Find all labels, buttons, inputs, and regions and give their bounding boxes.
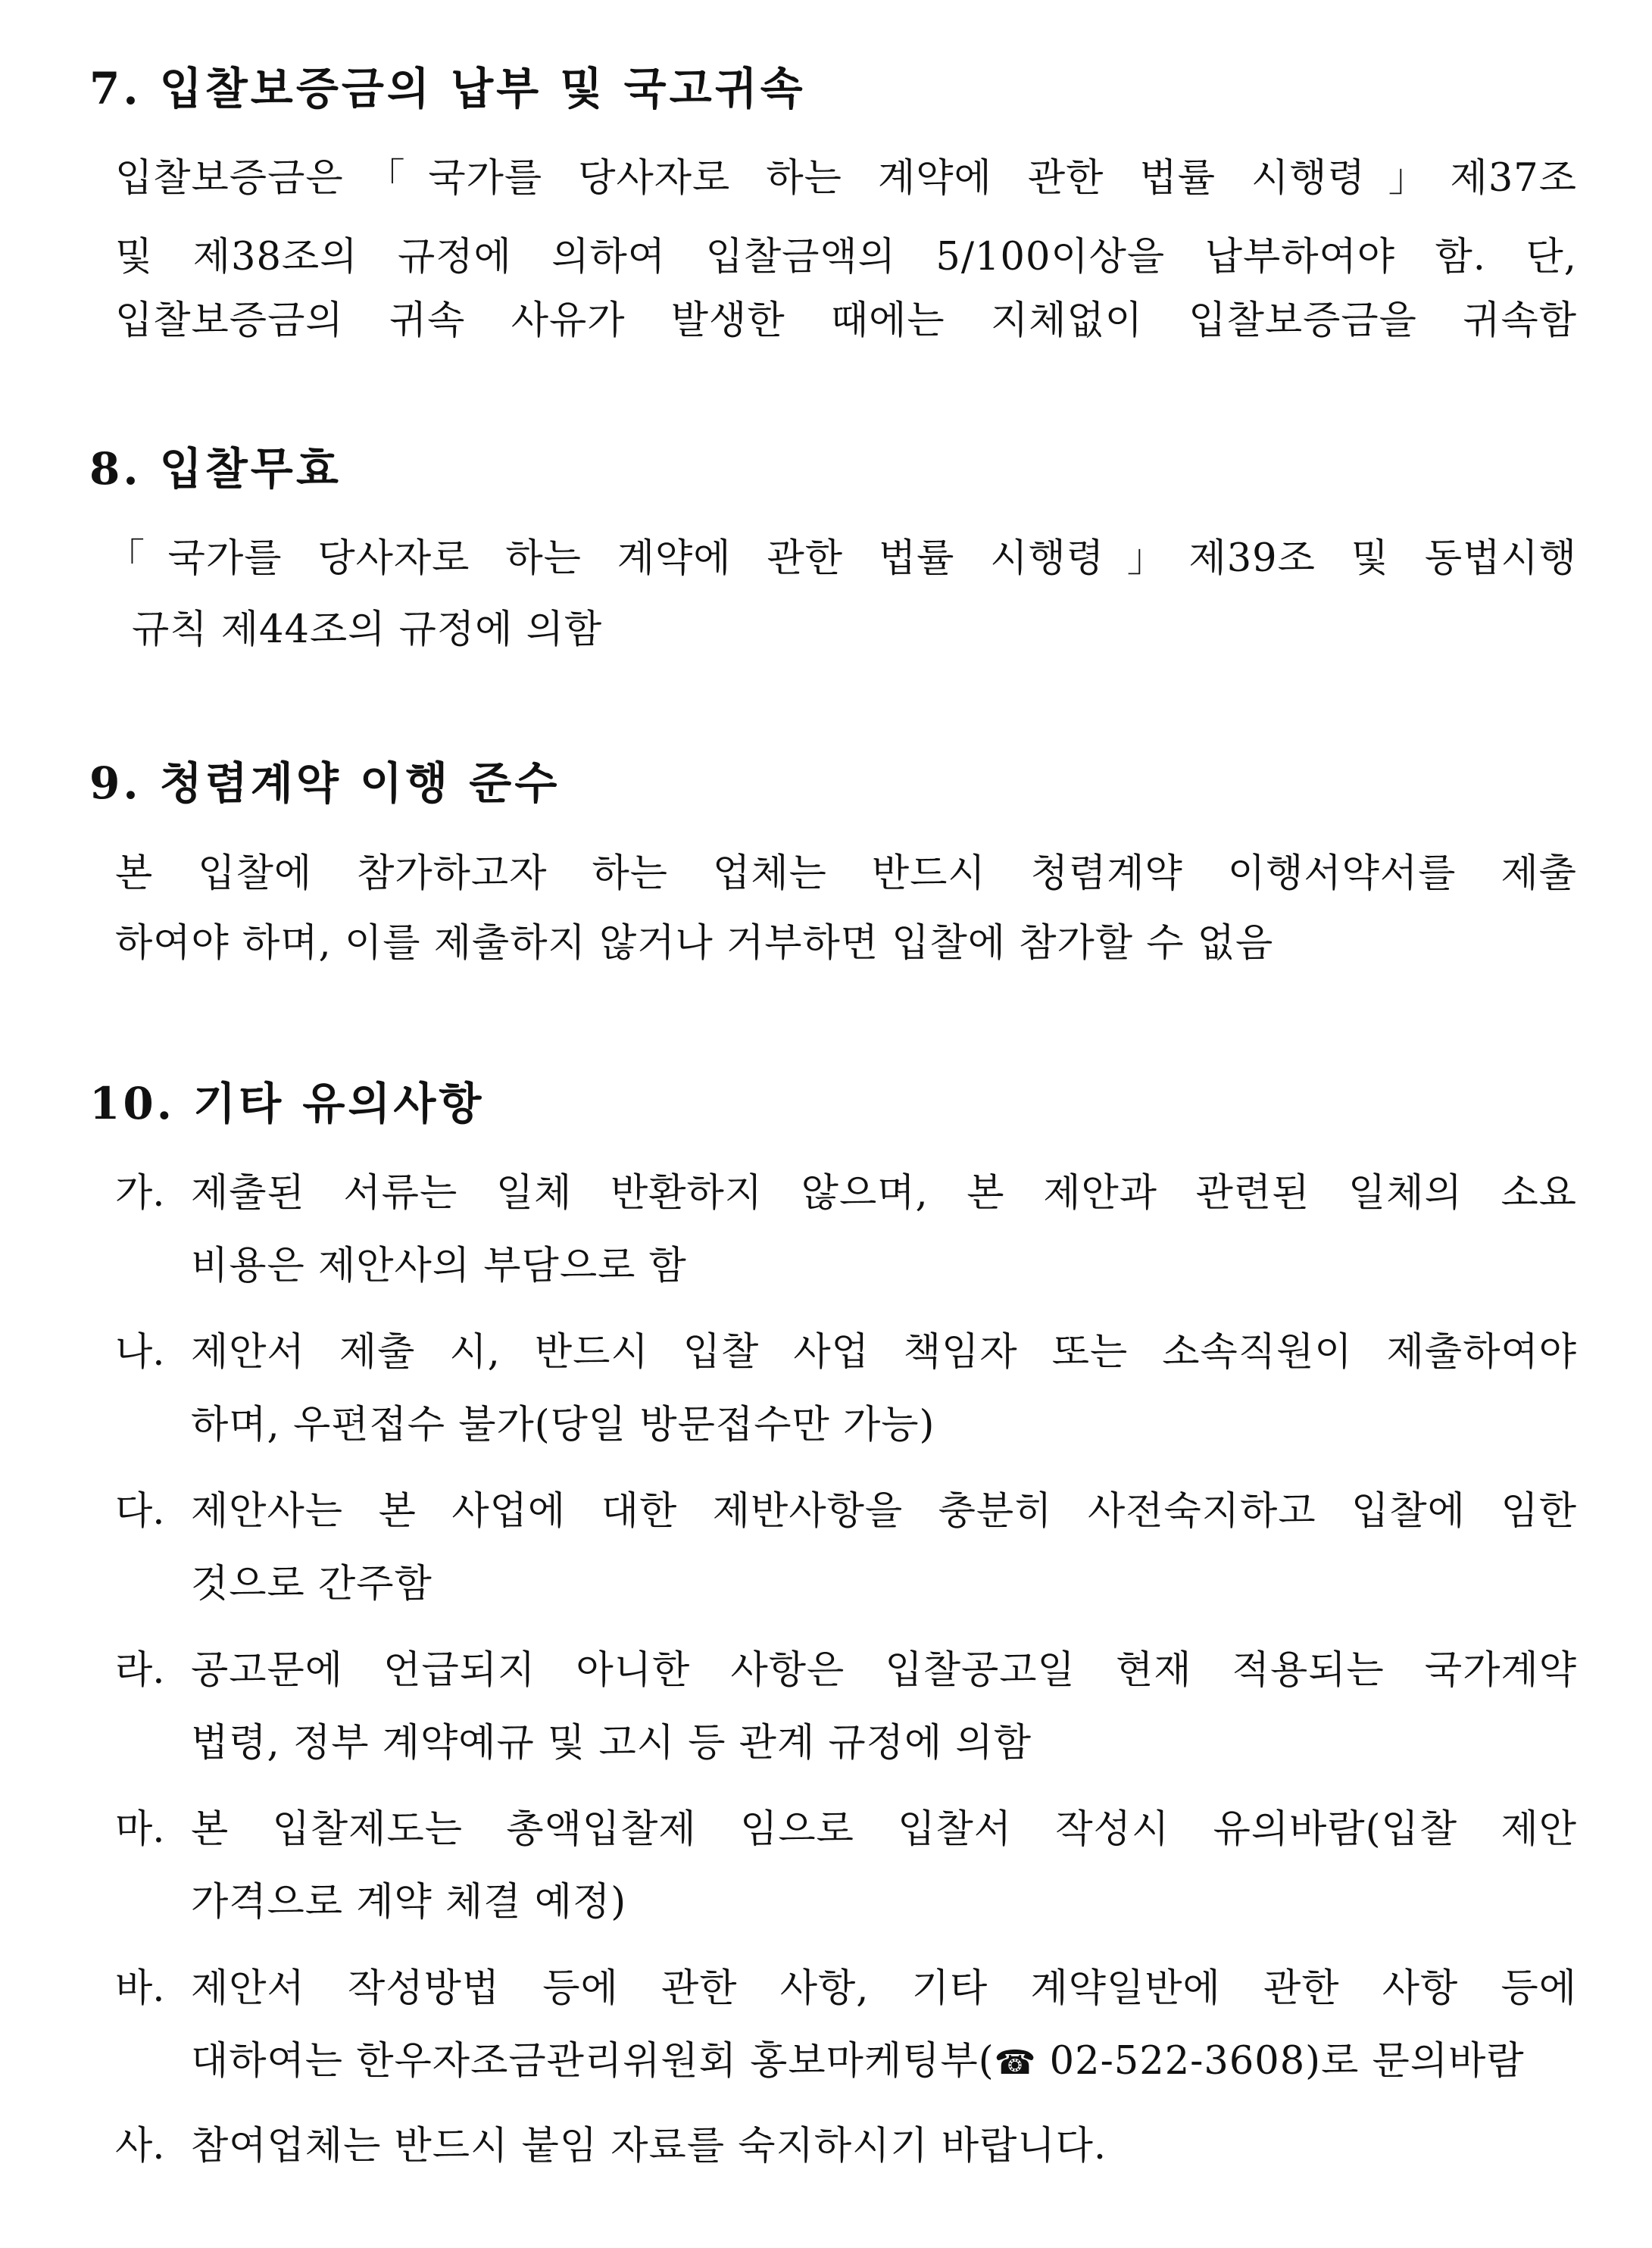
item-na-label: 나. [115,1330,165,1375]
item-sa-label: 사. [115,2124,165,2168]
item-ba-line-1: 제안서 작성방법 등에 관한 사항, 기타 계약일반에 관한 사항 등에 [191,1966,1577,2011]
section-9-line-2: 하여야 하며, 이를 제출하지 않거나 거부하면 입찰에 참가할 수 없음 [115,921,1274,966]
item-na-line-1: 제안서 제출 시, 반드시 입찰 사업 책임자 또는 소속직원이 제출하여야 [191,1330,1577,1375]
item-da-line-1: 제안사는 본 사업에 대한 제반사항을 충분히 사전숙지하고 입찰에 임한 [191,1489,1577,1534]
section-8-line-1: 「국가를 당사자로 하는 계약에 관한 법률 시행령」제39조 및 동법시행 [106,536,1577,581]
telephone-icon: ☎ [994,2043,1037,2082]
item-da-line-2: 것으로 간주함 [191,1562,433,1606]
item-ba-line-2 [191,2039,1525,2084]
item-ma-label: 마. [115,1807,165,1852]
item-ra-line-1: 공고문에 언급되지 아니한 사항은 입찰공고일 현재 적용되는 국가계약 [191,1648,1577,1693]
item-ga-line-1: 제출된 서류는 일체 반환하지 않으며, 본 제안과 관련된 일체의 소요 [191,1171,1577,1216]
item-ma-line-1: 본 입찰제도는 총액입찰제 임으로 입찰서 작성시 유의바람(입찰 제안 [191,1807,1577,1852]
item-ba-line-2-before: 대하여는 한우자조금관리위원회 홍보마케팅부( [191,2039,995,2084]
section-9-line-1: 본 입찰에 참가하고자 하는 업체는 반드시 청렴계약 이행서약서를 제출 [115,851,1577,896]
item-ba-line-2-after: 02-522-3608)로 문의바람 [1036,2039,1525,2084]
item-ga-line-2: 비용은 제안사의 부담으로 함 [191,1244,687,1288]
item-ma-line-2: 가격으로 계약 체결 예정) [191,1880,627,1925]
item-sa-line-1: 참여업체는 반드시 붙임 자료를 숙지하시기 바랍니다. [191,2124,1107,2168]
section-8-line-2: 규칙 제44조의 규정에 의함 [132,607,603,652]
item-da-label: 다. [115,1489,165,1534]
item-ba-label: 바. [115,1966,165,2011]
item-ra-label: 라. [115,1648,165,1693]
section-8-title: 8. 입찰무효 [89,443,342,495]
section-7-title: 7. 입찰보증금의 납부 및 국고귀속 [89,63,806,114]
item-ra-line-2: 법령, 정부 계약예규 및 고시 등 관계 규정에 의함 [191,1721,1032,1766]
item-na-line-2: 하며, 우편접수 불가(당일 방문접수만 가능) [191,1403,935,1447]
section-10-title: 10. 기타 유의사항 [89,1078,485,1129]
section-7-line-3: 입찰보증금의 귀속 사유가 발생한 때에는 지체없이 입찰보증금을 귀속함 [115,298,1577,343]
section-7-line-1: 입찰보증금은「국가를 당사자로 하는 계약에 관한 법률 시행령」제37조 [115,156,1577,201]
section-7-line-2: 및 제38조의 규정에 의하여 입찰금액의 5/100이상을 납부하여야 함. 단, [115,235,1577,279]
item-ga-label: 가. [115,1171,165,1216]
section-9-title: 9. 청렴계약 이행 준수 [89,757,561,809]
